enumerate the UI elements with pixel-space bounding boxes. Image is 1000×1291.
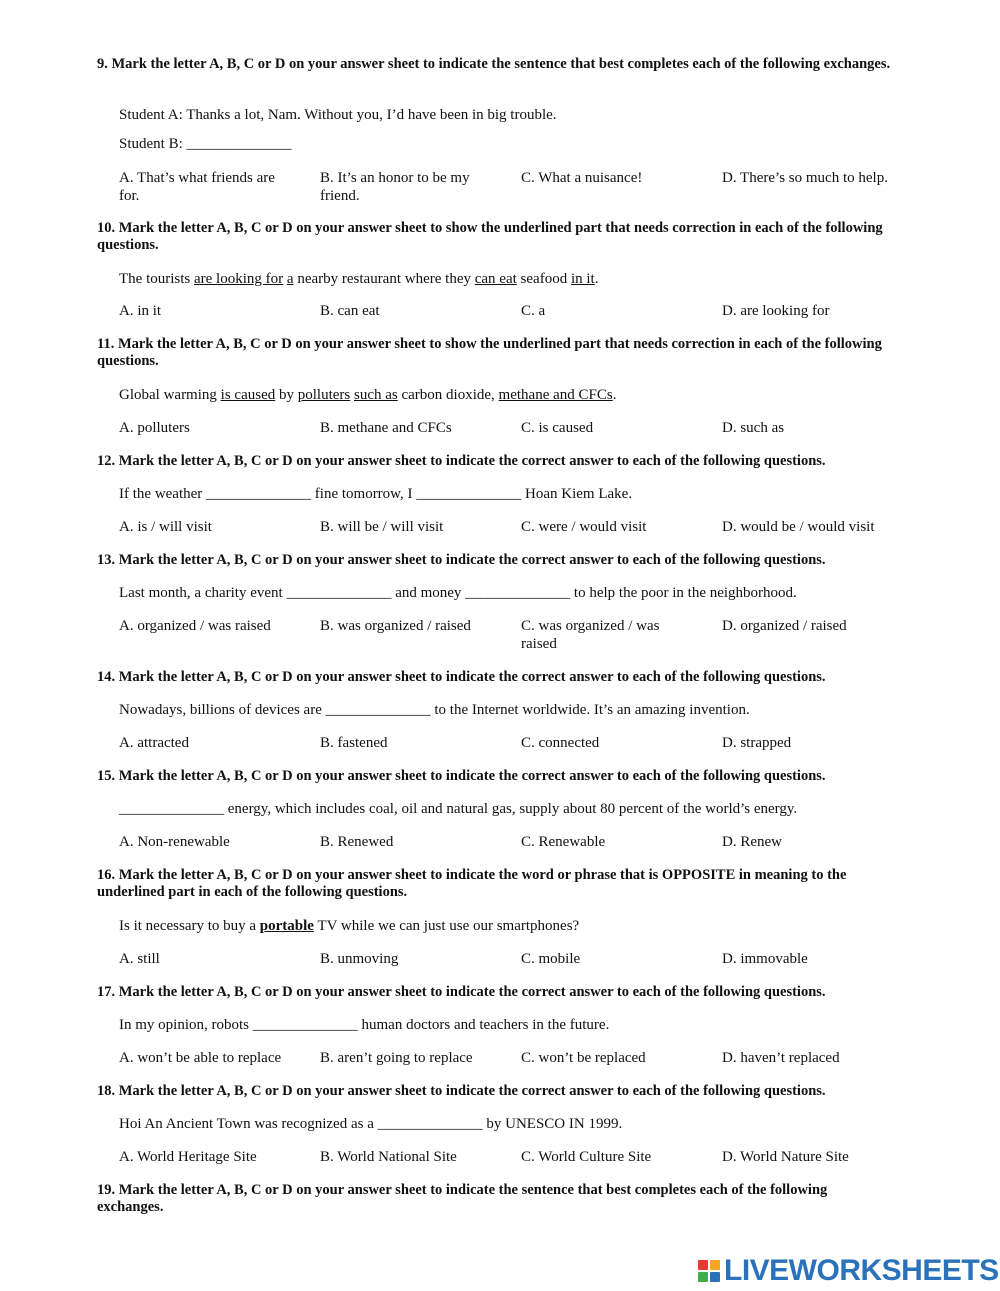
underlined-part: such as <box>353 387 398 403</box>
question-sentence <box>119 386 616 404</box>
sentence-text: carbon dioxide, <box>401 387 495 403</box>
question-instruction: 15. Mark the letter A, B, C or D on your answer sheet to indicate the correct answer to each of the following questions. <box>97 768 826 784</box>
question-instruction: 10. Mark the letter A, B, C or D on your answer sheet to show the underlined part that needs correction in each of the following questions. <box>97 220 883 253</box>
option-c[interactable]: C. a <box>521 303 546 319</box>
option-c[interactable]: C. was organized / was raised <box>521 618 660 652</box>
question-17 <box>97 984 897 1066</box>
option-b[interactable]: B. unmoving <box>320 951 399 967</box>
underlined-part: methane and CFCs <box>498 387 613 403</box>
option-a[interactable]: A. polluters <box>119 420 190 436</box>
option-b[interactable]: B. was organized / raised <box>320 618 471 634</box>
question-15 <box>97 768 897 850</box>
option-c[interactable]: C. What a nuisance! <box>521 170 643 186</box>
option-d[interactable]: D. strapped <box>722 735 792 751</box>
question-12 <box>97 453 897 535</box>
question-19 <box>97 1182 897 1216</box>
underlined-part: a <box>286 271 294 287</box>
option-a[interactable]: A. attracted <box>119 735 189 751</box>
question-sentence: Last month, a charity event ______________ and money ______________ to help the poor in the neighborhood. <box>119 585 797 601</box>
underlined-part: in it <box>570 271 595 287</box>
option-d[interactable]: D. would be / would visit <box>722 519 875 535</box>
question-sentence: Nowadays, billions of devices are ______________ to the Internet worldwide. It’s an amazing invention. <box>119 702 750 718</box>
option-d[interactable]: D. are looking for <box>722 303 830 319</box>
liveworksheets-logo <box>698 1255 999 1287</box>
sentence-text: The tourists <box>119 271 191 287</box>
option-d[interactable]: D. Renew <box>722 834 782 850</box>
sentence-text: . <box>594 271 599 287</box>
question-instruction: 19. Mark the letter A, B, C or D on your answer sheet to indicate the sentence that best completes each of the following exchanges. <box>97 1182 828 1215</box>
sentence-text: nearby restaurant where they <box>297 271 471 287</box>
sentence-text: Is it necessary to buy a <box>119 918 257 934</box>
underlined-part: is caused <box>220 387 276 403</box>
sentence-text: TV while we can just use our smartphones? <box>317 918 580 934</box>
sentence-text: by <box>278 387 294 403</box>
option-c[interactable]: C. mobile <box>521 951 581 967</box>
option-a[interactable]: A. World Heritage Site <box>119 1149 257 1165</box>
option-a[interactable]: A. won’t be able to replace <box>119 1050 282 1066</box>
logo-mark-icon <box>698 1260 720 1282</box>
option-a[interactable]: A. in it <box>119 303 162 319</box>
option-c[interactable]: C. were / would visit <box>521 519 647 535</box>
question-instruction: 13. Mark the letter A, B, C or D on your answer sheet to indicate the correct answer to each of the following questions. <box>97 552 826 568</box>
question-16 <box>97 867 897 967</box>
question-instruction: 17. Mark the letter A, B, C or D on your answer sheet to indicate the correct answer to each of the following questions. <box>97 984 826 1000</box>
option-b[interactable]: B. World National Site <box>320 1149 457 1165</box>
option-b[interactable]: B. can eat <box>320 303 380 319</box>
dialogue-line: Student A: Thanks a lot, Nam. Without you, I’d have been in big trouble. <box>119 107 557 123</box>
question-sentence: Hoi An Ancient Town was recognized as a ______________ by UNESCO IN 1999. <box>119 1116 623 1132</box>
question-13 <box>97 552 897 652</box>
question-9 <box>97 56 897 204</box>
logo-wordmark: LIVEWORKSHEETS <box>724 1254 999 1287</box>
option-d[interactable]: D. such as <box>722 420 785 436</box>
option-a[interactable]: A. organized / was raised <box>119 618 271 634</box>
option-d[interactable]: D. World Nature Site <box>722 1149 849 1165</box>
option-a[interactable]: A. Non-renewable <box>119 834 230 850</box>
option-d[interactable]: D. haven’t replaced <box>722 1050 840 1066</box>
option-a[interactable]: A. That’s what friends are for. <box>119 170 275 204</box>
option-a[interactable]: A. is / will visit <box>119 519 212 535</box>
underlined-part: can eat <box>474 271 517 287</box>
option-c[interactable]: C. World Culture Site <box>521 1149 652 1165</box>
option-b[interactable]: B. fastened <box>320 735 388 751</box>
question-sentence: ______________ energy, which includes coal, oil and natural gas, supply about 80 percent of the world’s energy. <box>119 801 798 817</box>
option-d[interactable]: D. There’s so much to help. <box>722 170 888 186</box>
question-10 <box>97 220 897 319</box>
underlined-part: polluters <box>297 387 351 403</box>
question-sentence: If the weather ______________ fine tomorrow, I ______________ Hoan Kiem Lake. <box>119 486 633 502</box>
option-c[interactable]: C. won’t be replaced <box>521 1050 646 1066</box>
sentence-text: . <box>612 387 617 403</box>
question-11 <box>97 336 897 436</box>
dialogue-line: Student B: ______________ <box>119 136 292 152</box>
question-instruction: 14. Mark the letter A, B, C or D on your answer sheet to indicate the correct answer to each of the following questions. <box>97 669 826 685</box>
underlined-part: portable <box>259 918 314 934</box>
sentence-text: Global warming <box>119 387 217 403</box>
sentence-text: seafood <box>520 271 568 287</box>
question-instruction: 9. Mark the letter A, B, C or D on your answer sheet to indicate the sentence that best completes each of the following exchanges. <box>97 56 891 72</box>
option-c[interactable]: C. Renewable <box>521 834 606 850</box>
option-b[interactable]: B. methane and CFCs <box>320 420 452 436</box>
option-d[interactable]: D. immovable <box>722 951 808 967</box>
question-instruction: 11. Mark the letter A, B, C or D on your answer sheet to show the underlined part that needs correction in each of the following questions. <box>97 336 882 369</box>
underlined-part: are looking for <box>194 271 284 287</box>
option-b[interactable]: B. Renewed <box>320 834 394 850</box>
question-sentence <box>119 270 598 288</box>
option-b[interactable]: B. will be / will visit <box>320 519 444 535</box>
question-instruction: 18. Mark the letter A, B, C or D on your answer sheet to indicate the correct answer to each of the following questions. <box>97 1083 826 1099</box>
question-sentence <box>119 917 579 935</box>
option-d[interactable]: D. organized / raised <box>722 618 847 634</box>
question-18 <box>97 1083 897 1165</box>
option-b[interactable]: B. It’s an honor to be my friend. <box>320 170 470 204</box>
option-b[interactable]: B. aren’t going to replace <box>320 1050 473 1066</box>
question-instruction: 12. Mark the letter A, B, C or D on your answer sheet to indicate the correct answer to each of the following questions. <box>97 453 826 469</box>
question-instruction: 16. Mark the letter A, B, C or D on your answer sheet to indicate the word or phrase that is OPPOSITE in meaning to the underlined part in each of the following questions. <box>97 867 847 900</box>
question-14 <box>97 669 897 751</box>
option-c[interactable]: C. is caused <box>521 420 594 436</box>
option-c[interactable]: C. connected <box>521 735 600 751</box>
option-a[interactable]: A. still <box>119 951 160 967</box>
question-sentence: In my opinion, robots ______________ human doctors and teachers in the future. <box>119 1017 610 1033</box>
